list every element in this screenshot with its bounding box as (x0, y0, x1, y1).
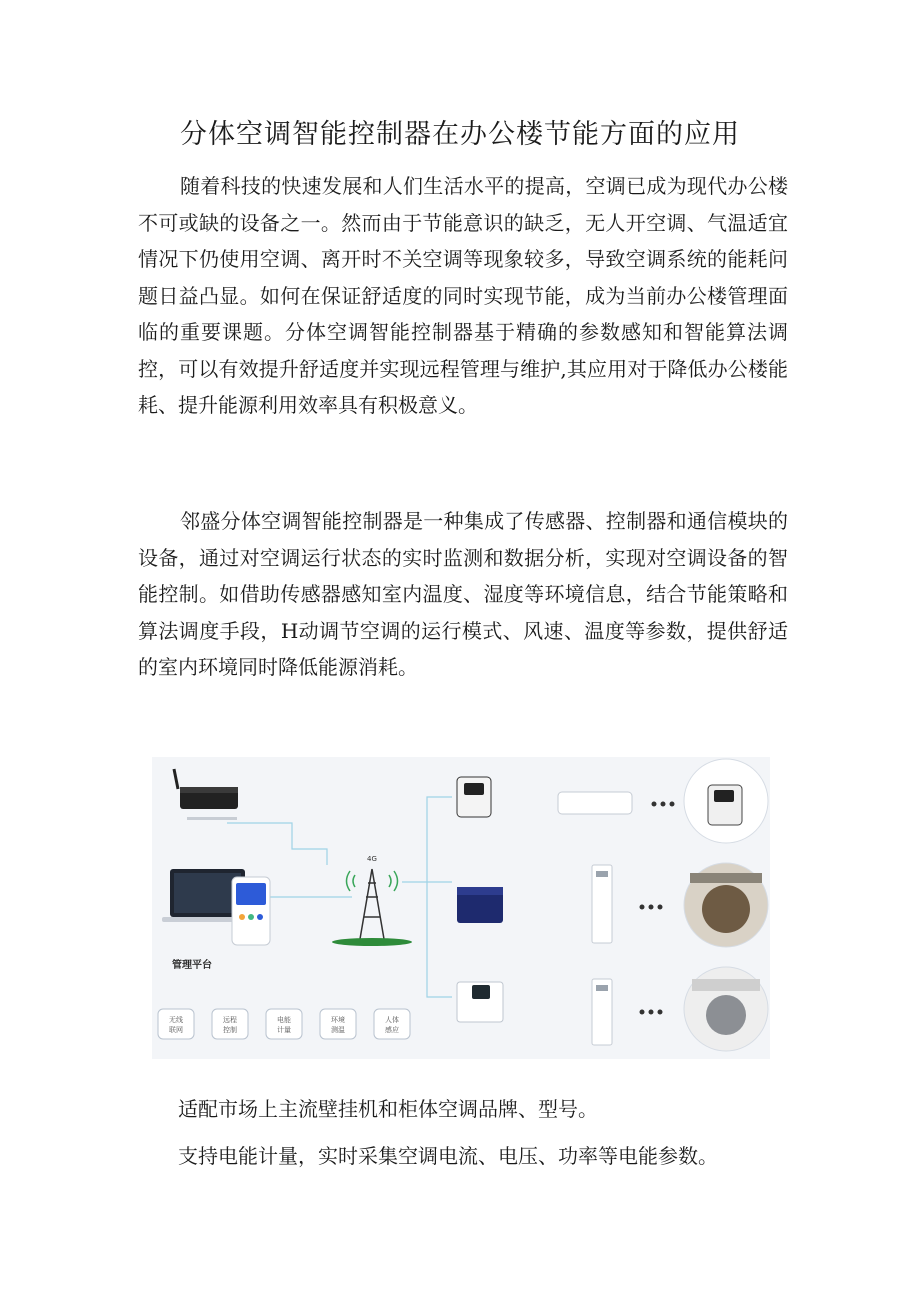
feature-buttons (158, 1009, 410, 1039)
row1-devices (457, 759, 768, 843)
svg-text:感应: 感应 (385, 1026, 399, 1034)
paragraph-intro: 随着科技的快速发展和人们生活水平的提高，空调已成为现代办公楼不可或缺的设备之一。然而由于节能意识的缺乏，无人开空调、气温适宜情况下仍使用空调、离开时不关空调等现象较多，导致空调系统的能耗问题日益凸显。如何在保证舒适度的同时实现节能，成为当前办公楼管理面临的重要课题。分体空调智能控制器基于精确的参数感知和智能算法调控，可以有效提升舒适度并实现远程管理与维护,其应用对于降低办公楼能耗、提升能源利用效率具有积极意义。 (138, 174, 788, 417)
row3-devices (457, 967, 768, 1051)
feature-button-2: 远程 (223, 1016, 237, 1024)
system-diagram-figure (152, 757, 770, 1059)
4g-tower-icon (332, 855, 412, 946)
feature-button-1: 无线 (169, 1016, 183, 1024)
platform-label: 管理平台 (172, 960, 212, 971)
smartphone-icon (232, 877, 270, 945)
document-title: 分体空调智能控制器在办公楼节能方面的应用 (180, 119, 740, 150)
system-diagram (152, 757, 770, 1059)
svg-text:测温: 测温 (331, 1026, 345, 1034)
svg-text:控制: 控制 (223, 1026, 237, 1034)
svg-text:计量: 计量 (277, 1026, 291, 1034)
svg-text:4G: 4G (367, 855, 377, 863)
paragraph-product: 邻盛分体空调智能控制器是一种集成了传感器、控制器和通信模块的设备，通过对空调运行状态的实时监测和数据分析，实现对空调设备的智能控制。如借助传感器感知室内温度、湿度等环境信息，结合节能策略和算法调度手段，H动调节空调的运行模式、风速、温度等参数，提供舒适的室内环境同时降低能源消耗。 (138, 509, 788, 679)
feature-line-compatibility: 适配市场上主流壁挂机和柜体空调品牌、型号。 (178, 1097, 598, 1121)
feature-button-3: 电能 (277, 1016, 291, 1024)
feature-button-5: 人体 (385, 1016, 399, 1024)
row2-devices (457, 863, 768, 947)
feature-button-4: 环境 (331, 1016, 345, 1024)
svg-text:联网: 联网 (169, 1026, 183, 1034)
feature-line-metering: 支持电能计量，实时采集空调电流、电压、功率等电能参数。 (178, 1144, 718, 1168)
gateway-device (174, 769, 238, 820)
